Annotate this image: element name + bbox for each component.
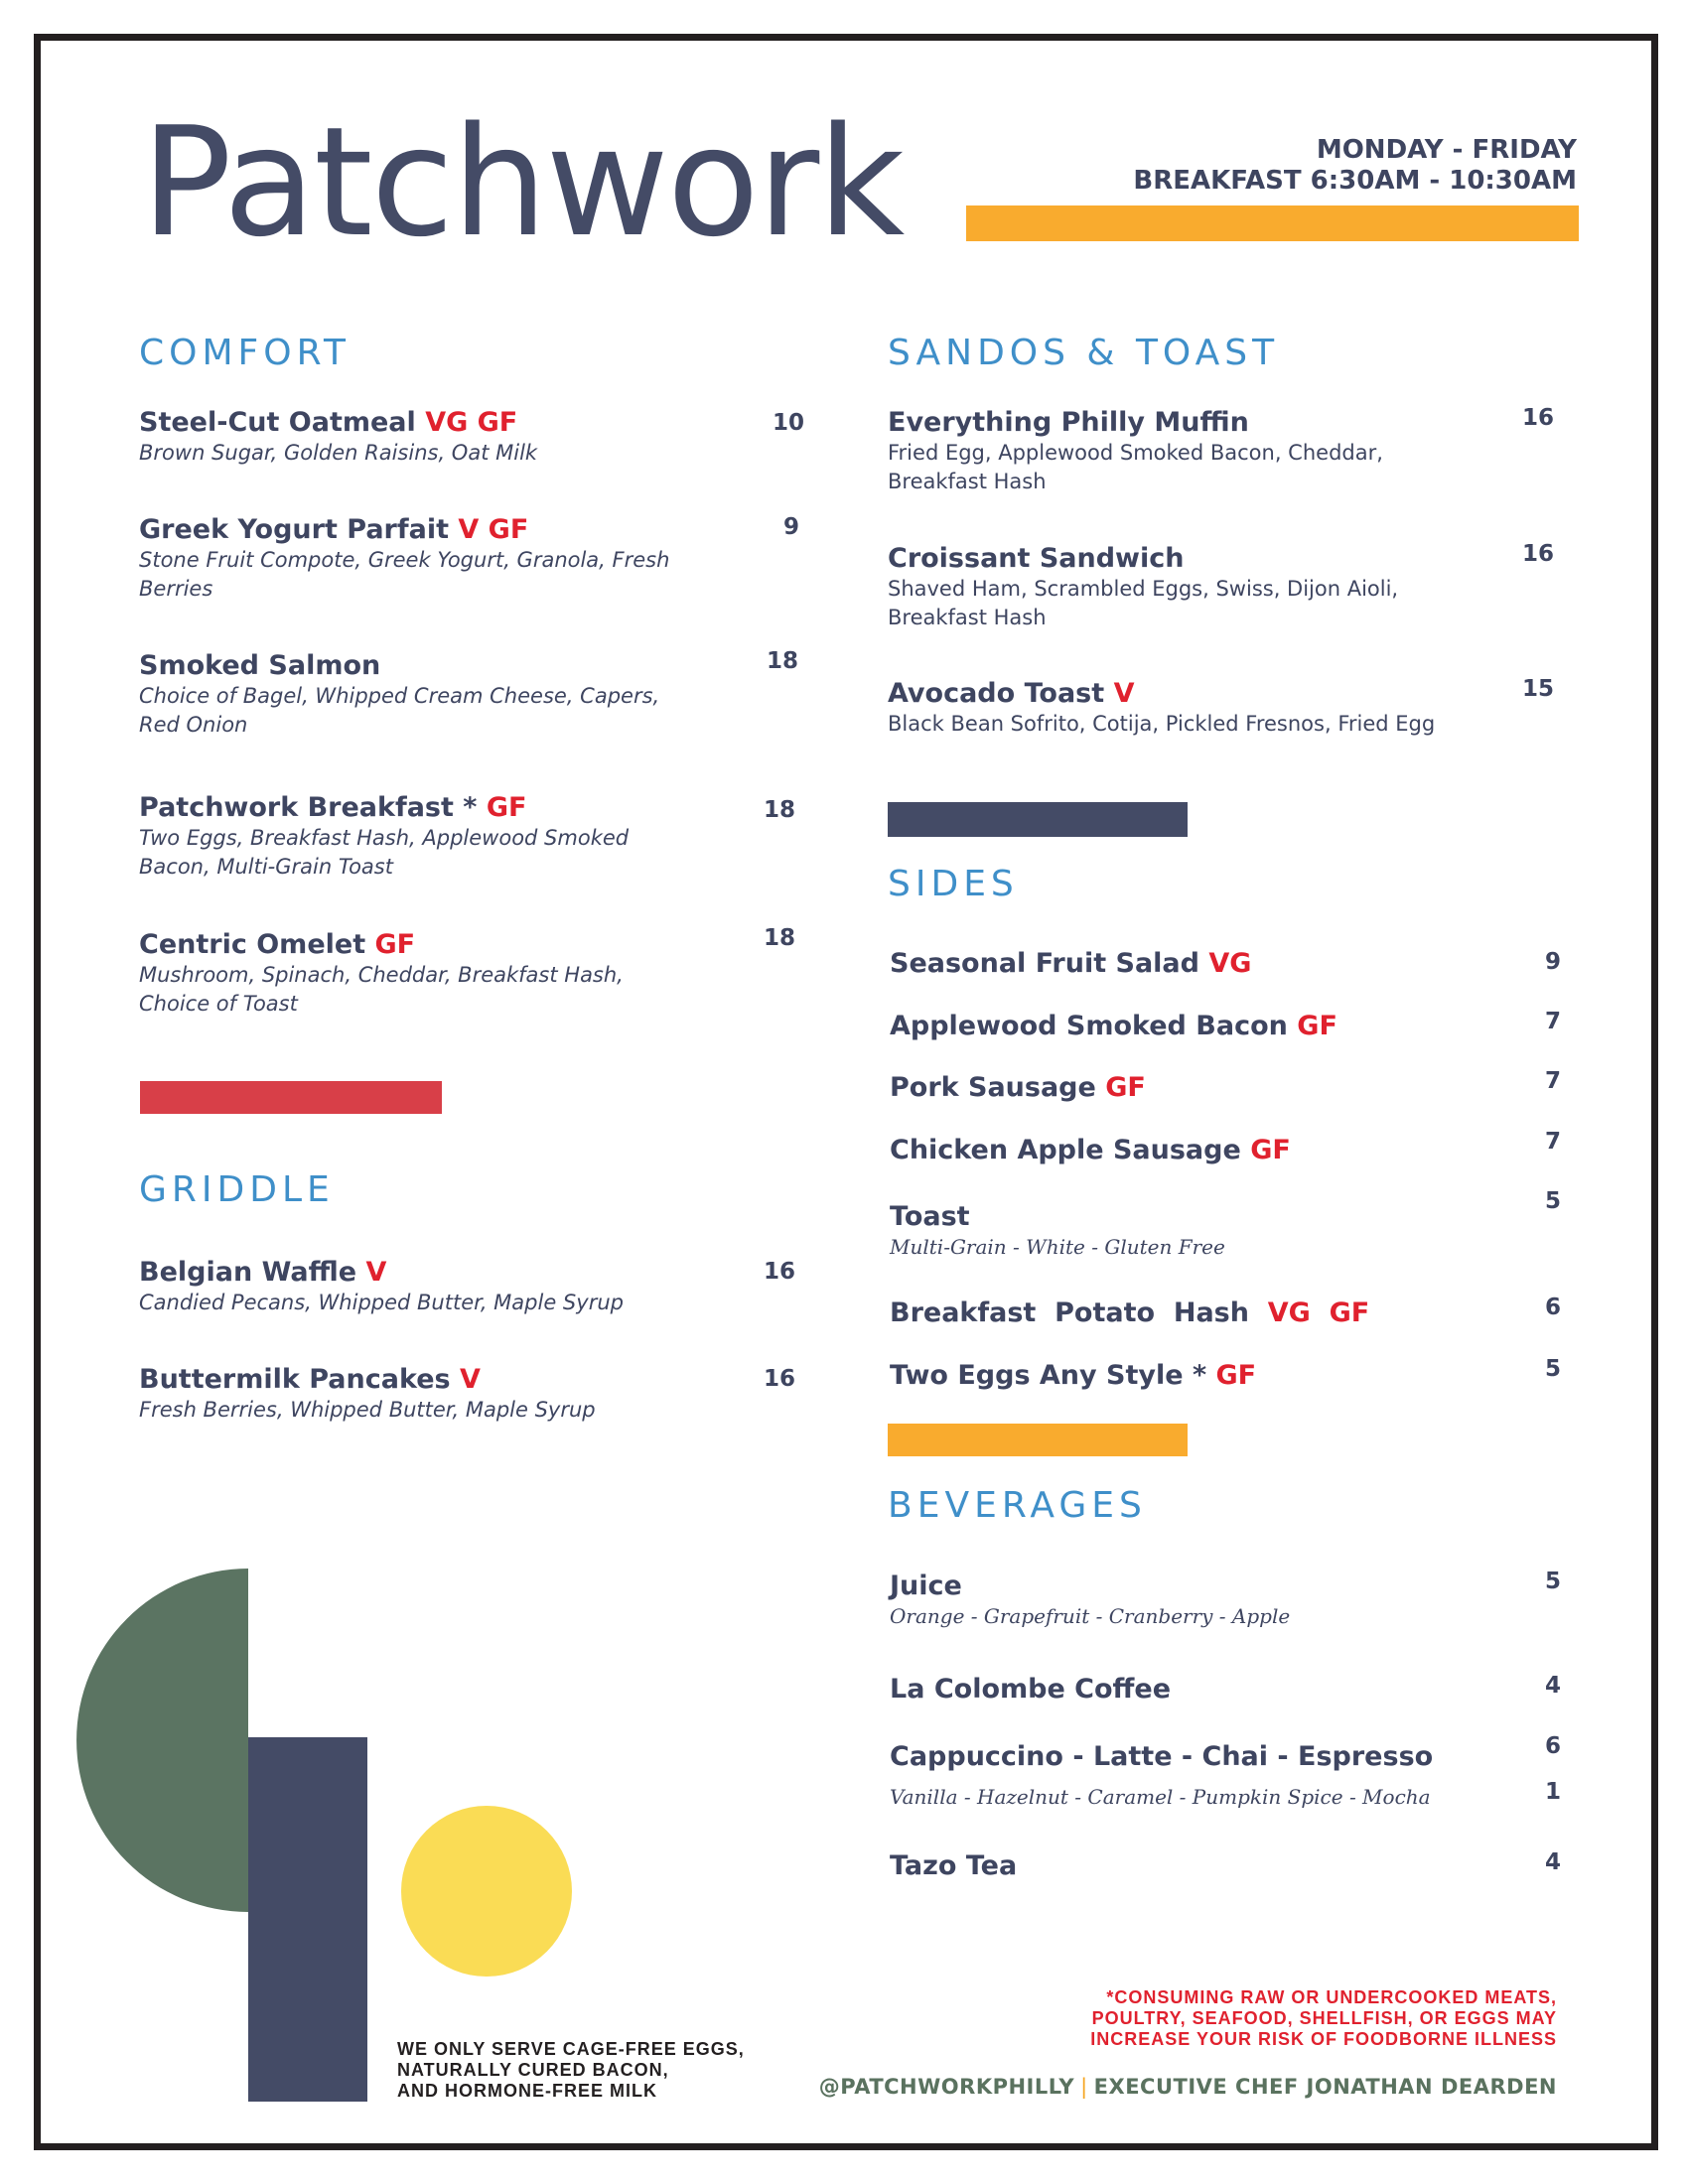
item-price: 18 (763, 925, 795, 951)
item-price: 16 (763, 1366, 795, 1392)
item-description: Mushroom, Spinach, Cheddar, Breakfast Hash, Choice of Toast (139, 963, 624, 1016)
item-name: Patchwork Breakfast * (139, 792, 478, 823)
menu-item (139, 514, 695, 604)
consumption-warning: *CONSUMING RAW OR UNDERCOOKED MEATS, POULTRY, SEAFOOD, SHELLFISH, OR EGGS MAY INCREASE YOUR RISK OF FOODBORNE ILLNESS (1090, 1987, 1557, 2049)
dietary-tag: V (1113, 678, 1135, 709)
dietary-tag: GF (1297, 1011, 1337, 1041)
sandos-accent-bar (888, 802, 1188, 837)
menu-item (890, 1072, 1446, 1104)
chef-credit: EXECUTIVE CHEF JONATHAN DEARDEN (1093, 2075, 1557, 2099)
item-price: 16 (1521, 405, 1554, 431)
footer-separator: | (1080, 2075, 1088, 2099)
menu-item (890, 948, 1446, 980)
dietary-tag: VG (1208, 948, 1252, 979)
item-description: Orange - Grapefruit - Cranberry - Apple (890, 1604, 1291, 1628)
item-description: Multi-Grain - White - Gluten Free (890, 1235, 1225, 1259)
item-description: Fresh Berries, Whipped Butter, Maple Syrup (139, 1398, 596, 1422)
menu-item (890, 1201, 1446, 1262)
item-price: 10 (772, 410, 804, 436)
menu-item (139, 407, 695, 468)
item-name: Belgian Waffle (139, 1257, 357, 1288)
item-price: 4 (1544, 1849, 1561, 1875)
menu-item (890, 1011, 1446, 1042)
item-name: Toast (890, 1201, 970, 1232)
section-title-comfort: COMFORT (139, 333, 351, 373)
brand-logo: Patchwork (141, 94, 904, 270)
menu-item (139, 1364, 715, 1425)
item-name: Steel-Cut Oatmeal (139, 407, 416, 438)
item-price: 5 (1544, 1188, 1561, 1214)
item-description: Stone Fruit Compote, Greek Yogurt, Granola, Fresh Berries (139, 548, 670, 601)
menu-item (888, 543, 1444, 632)
header-accent-bar (966, 205, 1579, 241)
item-price: 7 (1544, 1068, 1561, 1094)
item-name: Breakfast Potato Hash (890, 1297, 1249, 1328)
item-description: Fried Egg, Applewood Smoked Bacon, Cheddar, Breakfast Hash (888, 441, 1383, 493)
section-title-sides: SIDES (888, 864, 1019, 904)
menu-item (888, 407, 1444, 496)
menu-item (139, 1257, 715, 1317)
service-hours (1133, 135, 1577, 197)
item-name: Avocado Toast (888, 678, 1105, 709)
menu-item-addon (890, 1783, 1505, 1812)
menu-item (890, 1674, 1485, 1706)
dietary-tag: V (460, 1364, 481, 1395)
item-description: Vanilla - Hazelnut - Caramel - Pumpkin Spice - Mocha (890, 1785, 1431, 1809)
item-name: Greek Yogurt Parfait (139, 514, 449, 545)
social-handle: @PATCHWORKPHILLY (818, 2075, 1075, 2099)
item-price: 5 (1544, 1569, 1561, 1594)
item-price: 9 (782, 514, 799, 540)
item-name: Cappuccino - Latte - Chai - Espresso (890, 1741, 1434, 1772)
dietary-tag: V (365, 1257, 387, 1288)
menu-item (139, 929, 695, 1019)
menu-item (890, 1570, 1485, 1631)
dietary-tag: GF (1215, 1360, 1257, 1391)
item-name: Chicken Apple Sausage (890, 1135, 1241, 1165)
item-price: 18 (763, 797, 795, 823)
item-name: Buttermilk Pancakes (139, 1364, 451, 1395)
item-name: Everything Philly Muffin (888, 407, 1249, 438)
menu-item (890, 1360, 1446, 1392)
dietary-tag: GF (1105, 1072, 1146, 1103)
menu-item (139, 650, 695, 740)
menu-item (890, 1850, 1485, 1882)
item-price: 6 (1544, 1295, 1561, 1320)
menu-item (139, 792, 695, 882)
decorative-shapes (70, 1559, 586, 2115)
dietary-tag: GF (486, 792, 527, 823)
item-name: Croissant Sandwich (888, 543, 1185, 574)
item-description: Choice of Bagel, Whipped Cream Cheese, Capers, Red Onion (139, 684, 660, 737)
dietary-tag: VG GF (1267, 1297, 1370, 1328)
section-title-beverages: BEVERAGES (888, 1485, 1147, 1526)
item-name: Centric Omelet (139, 929, 366, 960)
item-name: Smoked Salmon (139, 650, 381, 681)
menu-item (890, 1297, 1446, 1329)
item-description: Two Eggs, Breakfast Hash, Applewood Smoked Bacon, Multi-Grain Toast (139, 826, 630, 879)
item-name: Tazo Tea (890, 1850, 1018, 1881)
dietary-tag: GF (1250, 1135, 1291, 1165)
menu-item (890, 1135, 1446, 1166)
item-name: La Colombe Coffee (890, 1674, 1172, 1705)
item-price: 7 (1544, 1009, 1561, 1034)
hours-meal: BREAKFAST 6:30AM - 10:30AM (1133, 166, 1577, 196)
navy-block (248, 1737, 367, 2102)
item-name: Two Eggs Any Style * (890, 1360, 1207, 1391)
section-title-griddle: GRIDDLE (139, 1169, 335, 1210)
item-name: Juice (890, 1570, 962, 1601)
item-price: 16 (1521, 541, 1554, 567)
item-price: 5 (1544, 1356, 1561, 1382)
item-price: 18 (766, 648, 798, 674)
item-description: Black Bean Sofrito, Cotija, Pickled Fresnos, Fried Egg (888, 712, 1436, 736)
item-price: 6 (1544, 1733, 1561, 1759)
sourcing-note: WE ONLY SERVE CAGE-FREE EGGS, NATURALLY CURED BACON, AND HORMONE-FREE MILK (397, 2039, 745, 2101)
item-name: Pork Sausage (890, 1072, 1096, 1103)
item-price: 15 (1521, 676, 1554, 702)
hours-days: MONDAY - FRIDAY (1316, 135, 1577, 165)
dietary-tag: V GF (458, 514, 529, 545)
comfort-accent-bar (140, 1081, 442, 1114)
item-price: 16 (763, 1259, 795, 1285)
item-name: Seasonal Fruit Salad (890, 948, 1199, 979)
item-description: Candied Pecans, Whipped Butter, Maple Syrup (139, 1291, 624, 1314)
item-price: 7 (1544, 1129, 1561, 1155)
item-price: 1 (1544, 1779, 1561, 1805)
item-price: 9 (1544, 949, 1561, 975)
footer-credits (819, 2075, 1557, 2099)
green-half-circle (76, 1569, 248, 1912)
item-price: 4 (1544, 1673, 1561, 1699)
menu-item (888, 678, 1444, 739)
item-name: Applewood Smoked Bacon (890, 1011, 1288, 1041)
item-description: Brown Sugar, Golden Raisins, Oat Milk (139, 441, 538, 465)
dietary-tag: GF (374, 929, 416, 960)
menu-item (890, 1741, 1485, 1773)
section-title-sandos: SANDOS & TOAST (888, 333, 1280, 373)
dietary-tag: VG GF (425, 407, 518, 438)
yellow-circle (401, 1806, 572, 1977)
item-description: Shaved Ham, Scrambled Eggs, Swiss, Dijon Aioli, Breakfast Hash (888, 577, 1399, 629)
sides-accent-bar (888, 1424, 1188, 1456)
